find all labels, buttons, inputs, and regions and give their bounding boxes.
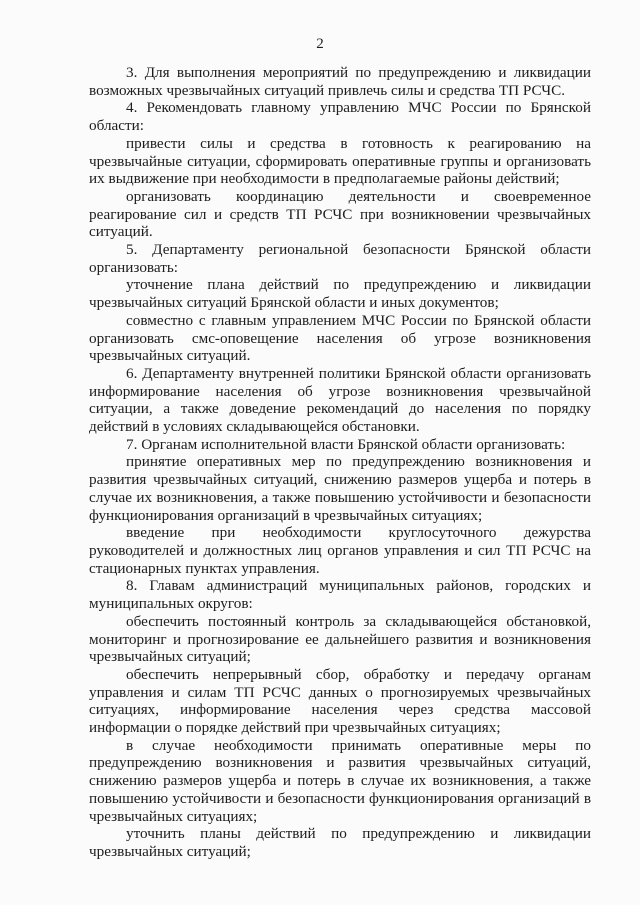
paragraph-4-item-2: организовать координацию деятельности и своевременное реагирование сил и средств ТП РСЧС при возникновении чрезвычайных ситуаций. <box>89 187 591 241</box>
paragraph-8: 8. Главам администраций муниципальных районов, городских и муниципальных округов: <box>89 577 591 613</box>
paragraph-8-item-3: в случае необходимости принимать оперативные меры по предупреждению возникновения и развития чрезвычайных ситуаций, снижению размеров ущерба и потерь в случае их возникновения, а также повышению устойчивости и безопасности функционирования организаций в чрезвычайных ситуациях; <box>89 736 591 825</box>
paragraph-4-item-1: привести силы и средства в готовность к реагированию на чрезвычайные ситуации, сформировать оперативные группы и организовать их выдвижение при необходимости в предполагаемые районы действий; <box>89 134 591 188</box>
paragraph-8-item-1: обеспечить постоянный контроль за складывающейся обстановкой, мониторинг и прогнозирование ее дальнейшего развития и возникновения чрезвычайных ситуаций; <box>89 612 591 666</box>
page-number: 2 <box>316 36 324 52</box>
paragraph-7-item-1: принятие оперативных мер по предупреждению возникновения и развития чрезвычайных ситуаций, снижению размеров ущерба и потерь в случае их возникновения, а также повышению устойчивости и безопасности функционирования организаций в чрезвычайных ситуациях; <box>89 453 591 524</box>
paragraph-8-item-2: обеспечить непрерывный сбор, обработку и передачу органам управления и силам ТП РСЧС данных о прогнозируемых чрезвычайных ситуациях, информирование населения через средства массовой информации о порядке действий при чрезвычайных ситуациях; <box>89 665 591 737</box>
paragraph-5-item-2: совместно с главным управлением МЧС России по Брянской области организовать смс-оповещение населения об угрозе возникновения чрезвычайных ситуаций. <box>89 311 591 365</box>
paragraph-4: 4. Рекомендовать главному управлению МЧС России по Брянской области: <box>89 99 591 135</box>
paragraph-8-item-4: уточнить планы действий по предупреждению и ликвидации чрезвычайных ситуаций; <box>89 825 591 860</box>
paragraph-5: 5. Департаменту региональной безопасности Брянской области организовать: <box>89 241 591 276</box>
document-body <box>89 64 591 861</box>
paragraph-5-item-1: уточнение плана действий по предупреждению и ликвидации чрезвычайных ситуаций Брянской области и иных документов; <box>89 276 591 312</box>
paragraph-7: 7. Органам исполнительной власти Брянской области организовать: <box>126 435 566 453</box>
paragraph-3: 3. Для выполнения мероприятий по предупреждению и ликвидации возможных чрезвычайных ситуаций привлечь силы и средства ТП РСЧС. <box>89 64 591 99</box>
paragraph-7-item-2: введение при необходимости круглосуточного дежурства руководителей и должностных лиц органов управления и сил ТП РСЧС на стационарных пунктах управления. <box>89 524 591 577</box>
paragraph-6: 6. Департаменту внутренней политики Брянской области организовать информирование населения об угрозе возникновения чрезвычайной ситуации, а также доведение рекомендаций до населения по порядку действий в условиях складывающейся обстановки. <box>89 364 591 436</box>
